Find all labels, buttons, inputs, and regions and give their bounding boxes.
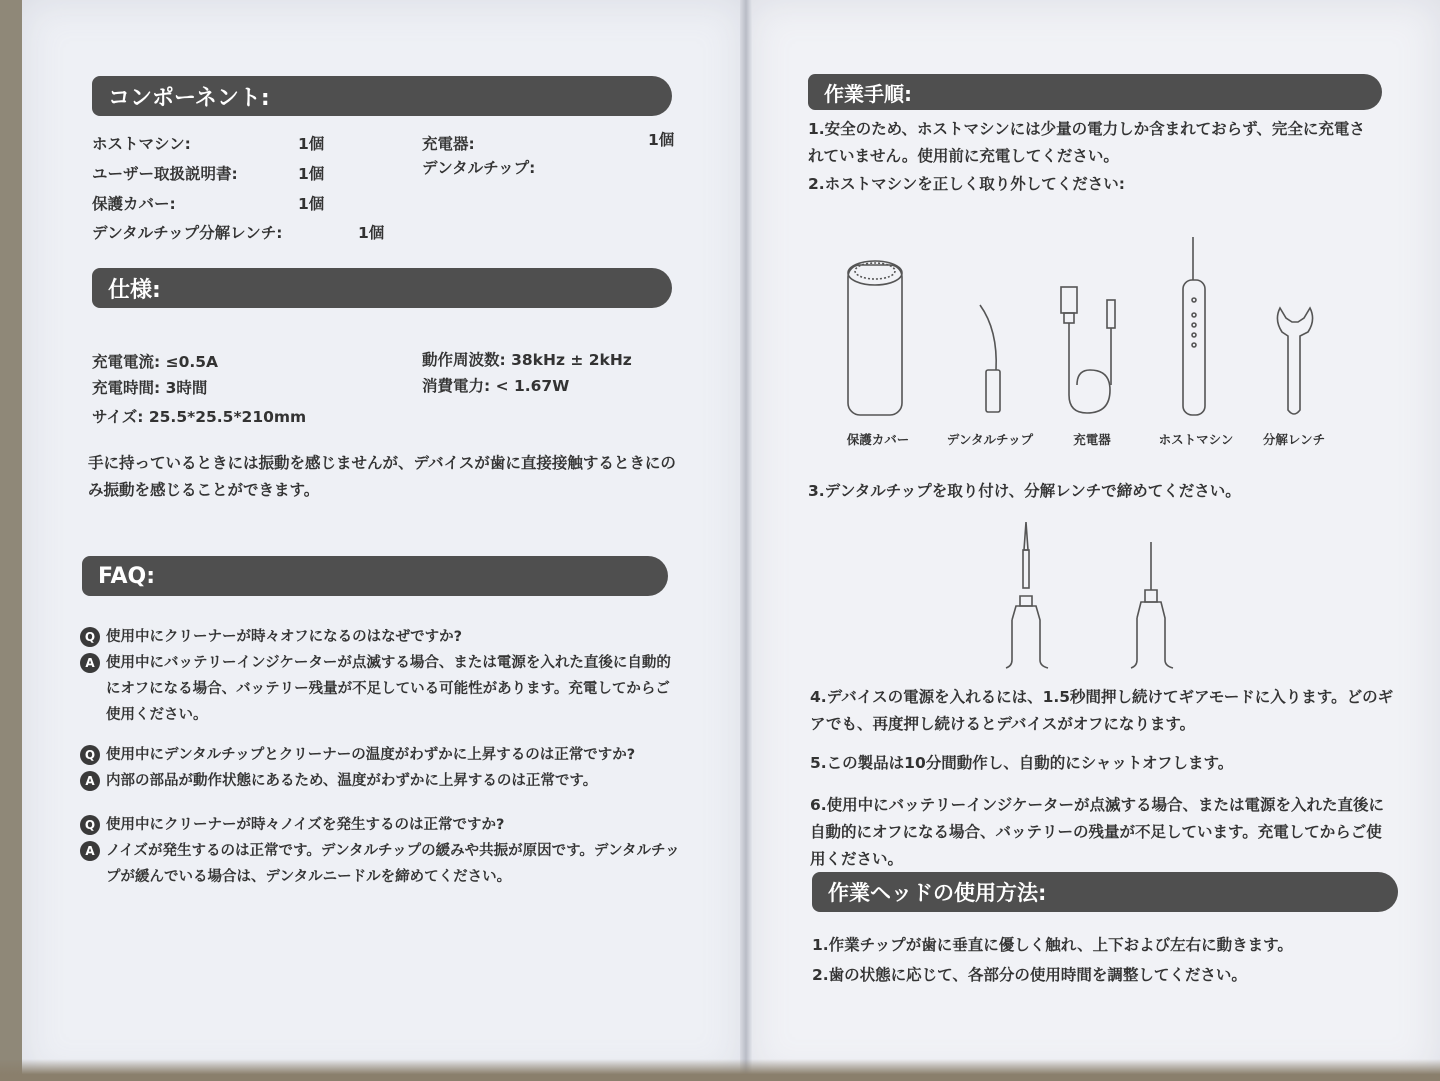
component-name: デンタルチップ分解レンチ: [92, 224, 283, 242]
answer-icon: A [80, 653, 100, 673]
spec-item: 消費電力: < 1.67W [422, 377, 570, 395]
spec-item: サイズ: 25.5*25.5*210mm [92, 408, 307, 426]
specs-heading: 仕様: [92, 268, 672, 308]
faq-item [80, 624, 680, 728]
dental-tip-icon [970, 300, 1010, 420]
faq-answer: 内部の部品が動作状態にあるため、温度がわずかに上昇するのは正常です。 [106, 773, 598, 789]
faq-question: 使用中にクリーナーが時々オフになるのはなぜですか? [106, 629, 462, 645]
component-qty: 1個 [358, 224, 385, 242]
faq-answer: ノイズが発生するのは正常です。デンタルチップの緩みや共振が原因です。デンタルチップが緩んでいる場合は、デンタルニードルを締めてください。 [106, 843, 680, 885]
faq-item [80, 812, 680, 890]
procedure-heading: 作業手順: [808, 74, 1382, 110]
component-qty: 1個 [298, 195, 325, 213]
faq-item [80, 742, 690, 794]
component-qty: 1個 [298, 165, 325, 183]
faq-question: 使用中にデンタルチップとクリーナーの温度がわずかに上昇するのは正常ですか? [106, 747, 636, 763]
component-name: 保護カバー: [92, 195, 176, 213]
procedure-step: 1.安全のため、ホストマシンには少量の電力しか含まれておらず、完全に充電されていません。使用前に充電してください。 [808, 120, 1365, 165]
procedure-step: 6.使用中にバッテリーインジケーターが点滅する場合、または電源を入れた直後に自動的にオフになる場合、バッテリーの残量が不足しています。充電してからご使用ください。 [810, 796, 1384, 868]
faq-question: 使用中にクリーナーが時々ノイズを発生するのは正常ですか? [106, 817, 505, 833]
question-icon: Q [80, 745, 100, 765]
components-heading: コンポーネント: [92, 76, 672, 116]
component-name: ユーザー取扱説明書: [92, 165, 238, 183]
part-caption: 分解レンチ [1262, 432, 1326, 447]
answer-icon: A [80, 771, 100, 791]
protective-cover-icon [840, 255, 910, 420]
charger-icon [1055, 285, 1135, 420]
answer-icon: A [80, 841, 100, 861]
page-fold [740, 0, 752, 1081]
part-caption: 充電器 [1073, 432, 1111, 447]
spec-item: 充電時間: 3時間 [92, 379, 208, 397]
part-caption: デンタルチップ [946, 432, 1034, 447]
usage-heading: 作業ヘッドの使用方法: [812, 872, 1398, 912]
spec-item: 動作周波数: 38kHz ± 2kHz [422, 351, 632, 369]
question-icon: Q [80, 627, 100, 647]
specs-note: 手に持っているときには振動を感じませんが、デバイスが歯に直接接触するときにのみ振動を感じることができます。 [88, 454, 676, 499]
spec-item: 充電電流: ≤0.5A [92, 353, 219, 371]
tip-attach-before-icon [1000, 520, 1060, 670]
procedure-step: 4.デバイスの電源を入れるには、1.5秒間押し続けてギアモードに入ります。どのギアでも、再度押し続けるとデバイスがオフになります。 [810, 688, 1394, 733]
usage-step: 1.作業チップが歯に垂直に優しく触れ、上下および左右に動きます。 [812, 936, 1293, 954]
component-name: 充電器: [422, 135, 475, 153]
component-name: ホストマシン: [92, 135, 191, 153]
usage-step: 2.歯の状態に応じて、各部分の使用時間を調整してください。 [812, 966, 1247, 984]
host-machine-icon [1175, 235, 1215, 420]
procedure-step: 5.この製品は10分間動作し、自動的にシャットオフします。 [810, 754, 1234, 772]
procedure-step: 2.ホストマシンを正しく取り外してください: [808, 175, 1125, 193]
question-icon: Q [80, 815, 100, 835]
part-caption: ホストマシン [1158, 432, 1234, 447]
table-surface [0, 1059, 1440, 1081]
procedure-step: 3.デンタルチップを取り付け、分解レンチで締めてください。 [808, 482, 1241, 500]
part-caption: 保護カバー [846, 432, 910, 447]
wrench-icon [1270, 300, 1320, 420]
component-qty: 1個 [648, 131, 675, 149]
component-name: デンタルチップ: [422, 159, 536, 177]
faq-heading: FAQ: [82, 556, 668, 596]
faq-answer: 使用中にバッテリーインジケーターが点滅する場合、または電源を入れた直後に自動的にオフになる場合、バッテリー残量が不足している可能性があります。充電してからご使用ください。 [106, 655, 671, 723]
component-qty: 1個 [298, 135, 325, 153]
tip-attach-after-icon [1125, 540, 1185, 670]
